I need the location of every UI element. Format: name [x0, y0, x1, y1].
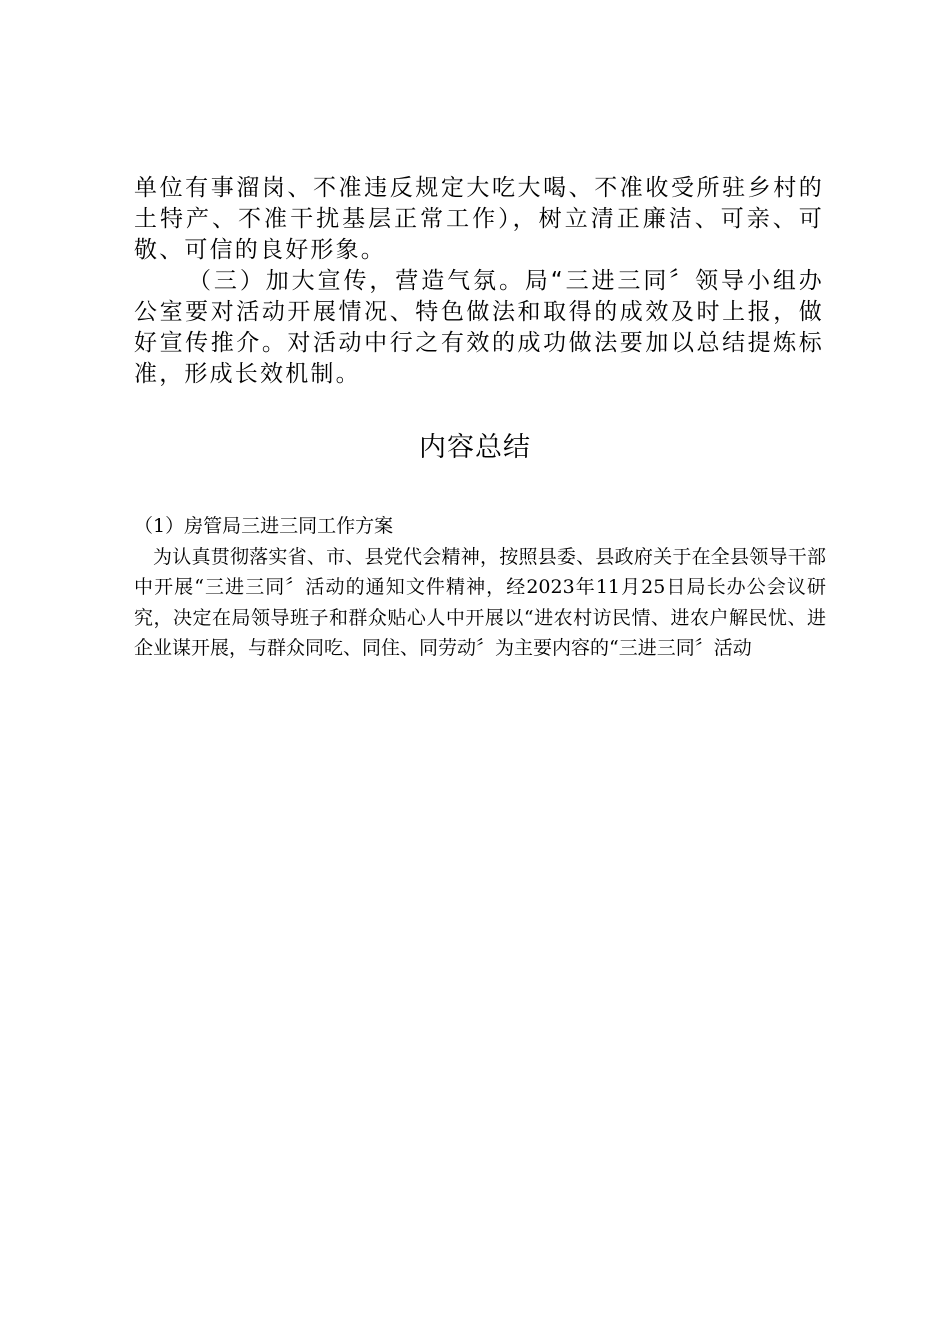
paragraph-continuation: 单位有事溜岗、不准违反规定大吃大喝、不准收受所驻乡村的土特产、不准干扰基层正常工作），树立清正廉洁、可亲、可敬、可信的良好形象。 — [134, 175, 824, 263]
summary-item-body: 为认真贯彻落实省、市、县党代会精神，按照县委、县政府关于在全县领导干部中开展“三进三同〞活动的通知文件精神，经2023年11月25日局长办公会议研究，决定在局领导班子和群众贴心人中开展以“进农村访民情、进农户解民忧、进企业谋开展，与群众同吃、同住、同劳动〞为主要内容的“三进三同〞活动 — [134, 545, 826, 660]
summary-section — [134, 511, 826, 664]
body-text-block — [134, 173, 824, 390]
summary-heading: 内容总结 — [419, 432, 531, 463]
summary-item-title: （1）房管局三进三同工作方案 — [134, 515, 394, 537]
paragraph-publicity: （三）加大宣传，营造气氛。局“三进三同〞领导小组办公室要对活动开展情况、特色做法和取得的成效及时上报，做好宣传推介。对活动中行之有效的成功做法要加以总结提炼标准，形成长效机制。 — [134, 268, 824, 387]
